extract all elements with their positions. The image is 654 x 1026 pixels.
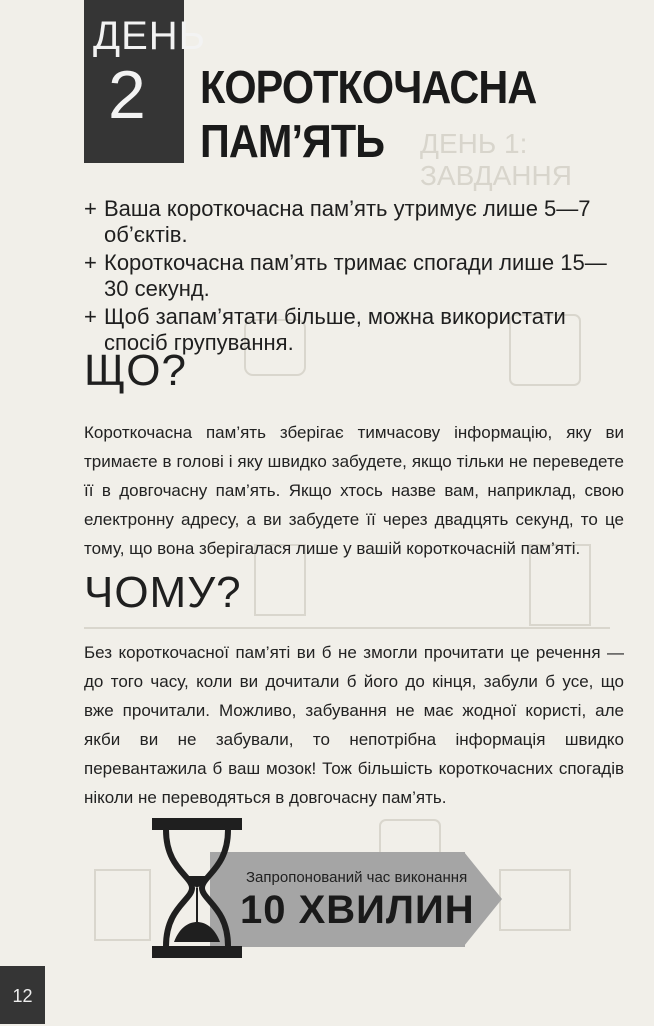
section-text-what: Короткочасна пам’ять зберігає тимчасову інформацію, яку ви тримаєте в голові і яку швидко забудете, якщо тільки не переведете її в довгочасну пам’ять. Якщо хтось назве вам, наприклад, свою електронну адресу, а ви забудете її через двадцять секунд, то це тому, що вона зберігалася лише у вашій короткочасній пам’яті. — [84, 423, 624, 558]
day-label: ДЕНЬ — [93, 14, 206, 58]
plus-marker: + — [84, 250, 97, 275]
show-through-text: ДЕНЬ 1: ЗАВДАННЯ — [420, 128, 572, 191]
list-item-text: Короткочасна пам’ять тримає спогади лише 15—30 секунд. — [104, 250, 607, 301]
page-title — [200, 60, 536, 168]
page-number: 12 — [0, 966, 45, 1024]
section-text-why: Без короткочасної пам’яті ви б не змогли прочитати це речення — до того часу, коли ви дочитали б його до кінця, забули б усе, що вже прочитали. Можливо, забування не має жодної користі, але якби ви не забували, то непотрібна інформація швидко перевантажила б ваш мозок! Тож більшість короткочасних спогадів ніколи не переводяться в довгочасну пам’ять. — [84, 643, 624, 807]
list-item-text: Ваша короткочасна пам’ять утримує лише 5—7 об’єктів. — [104, 196, 591, 247]
hourglass-icon — [152, 818, 242, 958]
title-line-1: КОРОТКОЧАСНА — [200, 61, 537, 113]
day-number: 2 — [108, 57, 146, 133]
key-points-list — [84, 196, 624, 358]
day-badge — [84, 0, 206, 163]
list-item-text: Щоб запам’ятати більше, можна використати спосіб групування. — [104, 304, 566, 355]
section-heading-why: ЧОМУ? — [84, 568, 242, 617]
plus-marker: + — [84, 196, 97, 221]
plus-marker: + — [84, 304, 97, 329]
list-item — [84, 250, 624, 302]
list-item — [84, 196, 624, 248]
timer-value: 10 ХВИЛИН — [240, 888, 475, 932]
timer-label: Запропонований час виконання — [246, 869, 468, 886]
title-line-2: ПАМ’ЯТЬ — [200, 115, 385, 167]
section-heading-what: ЩО? — [84, 346, 187, 395]
